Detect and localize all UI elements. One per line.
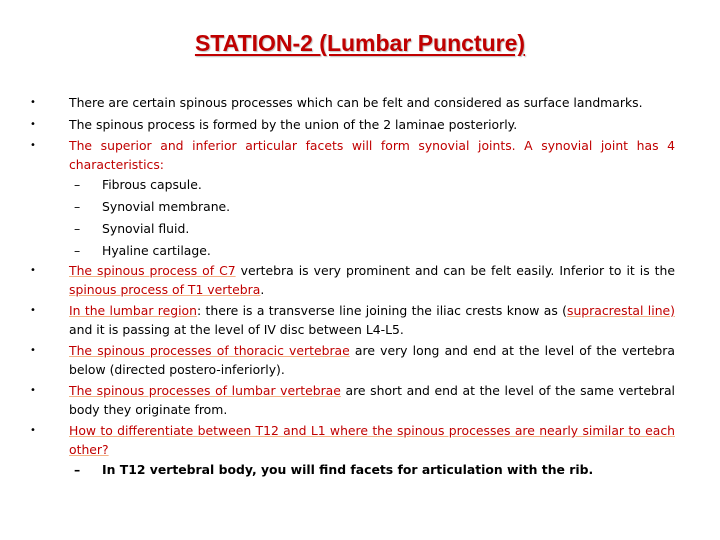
sub-item	[30, 196, 675, 218]
sub-text: Synovial fluid.	[102, 221, 190, 236]
sub-text: Synovial membrane.	[102, 199, 231, 214]
slide-title: STATION-2 (Lumbar Puncture)	[194, 30, 526, 56]
bullet-icon: •	[30, 385, 36, 396]
bullet-icon: •	[30, 265, 36, 276]
bullet-icon: •	[30, 97, 36, 108]
list-item	[30, 262, 675, 299]
bullet-text: The superior and inferior articular facets will form synovial joints. A synovial joint has 4 characteristics:	[69, 138, 675, 172]
dash-icon: –	[74, 221, 81, 236]
bullet-icon: •	[30, 305, 36, 316]
bullet-list	[30, 94, 675, 481]
sub-item	[30, 459, 675, 481]
highlight-text: spinous process of T1 vertebra	[69, 281, 261, 297]
bullet-text: .	[260, 281, 265, 297]
sub-text: Hyaline cartilage.	[102, 243, 211, 258]
highlight-text: supracrestal line)	[567, 303, 675, 318]
bullet-icon: •	[30, 140, 36, 151]
sub-item	[30, 174, 675, 196]
highlight-text: In the lumbar region	[69, 303, 197, 318]
sub-text: In T12 vertebral body, you will find facets for articulation with the rib.	[102, 462, 594, 477]
sub-item	[30, 240, 675, 262]
bullet-text: The spinous process is formed by the union of the 2 laminae posteriorly.	[69, 116, 518, 132]
list-item	[30, 116, 675, 135]
list-item	[30, 342, 675, 379]
list-item	[30, 422, 675, 459]
list-item	[30, 137, 675, 174]
list-item	[30, 94, 675, 113]
dash-icon: –	[74, 462, 81, 477]
sub-item	[30, 218, 675, 240]
bullet-text: vertebra is very prominent and can be felt easily. Inferior to it is the	[235, 263, 675, 278]
bullet-text: are short and end at the level of the same vertebral body they originate from.	[69, 383, 675, 417]
highlight-text: The spinous processes of lumbar vertebrae	[69, 383, 341, 398]
dash-icon: –	[74, 243, 81, 258]
list-item	[30, 382, 675, 419]
bullet-icon: •	[30, 425, 36, 436]
bullet-icon: •	[30, 345, 36, 356]
highlight-text: The spinous process of C7	[69, 263, 236, 278]
sub-text: Fibrous capsule.	[102, 177, 202, 192]
dash-icon: –	[74, 199, 81, 214]
bullet-text: : there is a transverse line joining the iliac crests know as (	[196, 303, 567, 318]
question-text: How to differentiate between T12 and L1 where the spinous processes are nearly similar to each other?	[69, 423, 675, 457]
bullet-icon: •	[30, 118, 36, 130]
bullet-text: There are certain spinous processes which can be felt and considered as surface landmarks.	[69, 95, 643, 110]
list-item	[30, 302, 675, 339]
dash-icon: –	[74, 177, 81, 192]
highlight-text: The spinous processes of thoracic vertebrae	[69, 343, 350, 358]
bullet-text: are very long and end at the level of the vertebra below (directed postero-inferiorly).	[69, 343, 675, 377]
bullet-text: and it is passing at the level of IV disc between L4-L5.	[69, 321, 404, 337]
